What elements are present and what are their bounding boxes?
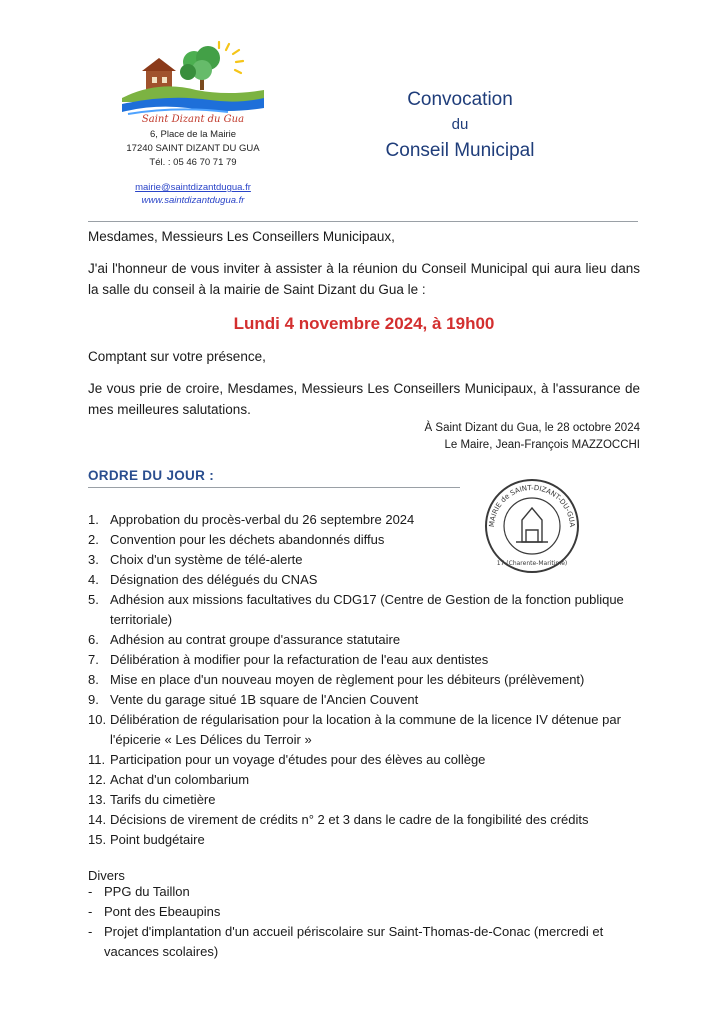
address-street: 6, Place de la Mairie <box>149 129 237 140</box>
agenda-item <box>88 790 648 810</box>
agenda-item <box>88 630 648 650</box>
agenda-item-text: Participation pour un voyage d'études pour des élèves au collège <box>110 752 486 767</box>
divers-heading: Divers <box>88 868 125 883</box>
divers-item-text: Pont des Ebeaupins <box>104 904 221 919</box>
agenda-item-text: Point budgétaire <box>110 832 205 847</box>
agenda-item <box>88 550 648 570</box>
contact-links <box>100 181 286 207</box>
salutation: Mesdames, Messieurs Les Conseillers Municipaux, <box>88 229 395 244</box>
divers-item <box>88 922 648 962</box>
closing-paragraph: Je vous prie de croire, Mesdames, Messieurs Les Conseillers Municipaux, à l'assurance de mes meilleures salutations. <box>88 381 640 417</box>
agenda-item <box>88 570 648 590</box>
mairie-address <box>100 128 286 170</box>
agenda-item <box>88 530 648 550</box>
agenda-item-number: 1. <box>88 512 99 527</box>
title-line-3: Conseil Municipal <box>385 140 535 161</box>
agenda-item-text: Achat d'un colombarium <box>110 772 250 787</box>
agenda-item-text: Délibération de régularisation pour la location à la commune de la licence IV détenue par l'épicerie « Les Délices du Terroir » <box>110 712 621 747</box>
agenda-item-text: Choix d'un système de télé-alerte <box>110 552 303 567</box>
agenda-item-number: 5. <box>88 592 99 607</box>
divers-item <box>88 902 648 922</box>
title-line-2: du <box>451 116 469 133</box>
agenda-item <box>88 710 648 750</box>
agenda-item <box>88 670 648 690</box>
agenda-item-number: 6. <box>88 632 99 647</box>
agenda-list <box>88 510 648 850</box>
intro-paragraph: J'ai l'honneur de vous inviter à assister à la réunion du Conseil Municipal qui aura lieu dans la salle du conseil à la mairie de Saint Dizant du Gua le : <box>88 261 640 297</box>
place-and-date: À Saint Dizant du Gua, le 28 octobre 2024 <box>424 422 640 434</box>
meeting-date: Lundi 4 novembre 2024, à 19h00 <box>233 314 495 333</box>
document-title <box>360 86 560 166</box>
agenda-divider <box>88 487 460 488</box>
svg-text:MAIRIE de SAINT-DIZANT-DU-GUA: MAIRIE de SAINT-DIZANT-DU-GUA <box>487 483 577 528</box>
village-logo <box>118 40 268 124</box>
agenda-item <box>88 590 648 630</box>
agenda-item-number: 15. <box>88 832 107 847</box>
agenda-item-text: Adhésion aux missions facultatives du CDG17 (Centre de Gestion de la fonction publique territoriale) <box>110 592 624 627</box>
agenda-item <box>88 690 648 710</box>
title-line-1: Convocation <box>407 89 513 110</box>
agenda-item-text: Désignation des délégués du CNAS <box>110 572 318 587</box>
agenda-item <box>88 510 648 530</box>
agenda-item-text: Convention pour les déchets abandonnés diffus <box>110 532 385 547</box>
agenda-item-number: 11. <box>88 752 106 767</box>
agenda-item-number: 2. <box>88 532 99 547</box>
agenda-item <box>88 810 648 830</box>
address-phone: Tél. : 05 46 70 71 79 <box>149 157 237 168</box>
agenda-item-number: 10. <box>88 712 107 727</box>
agenda-item-text: Approbation du procès-verbal du 26 septembre 2024 <box>110 512 415 527</box>
divers-item-dash: - <box>88 904 93 919</box>
divers-item-text: PPG du Taillon <box>104 884 190 899</box>
agenda-item <box>88 750 648 770</box>
agenda-item-number: 14. <box>88 812 107 827</box>
divers-item-dash: - <box>88 924 93 939</box>
svg-text:17 (Charente-Maritime): 17 (Charente-Maritime) <box>496 560 568 567</box>
address-city: 17240 SAINT DIZANT DU GUA <box>126 143 260 154</box>
divers-item-dash: - <box>88 884 93 899</box>
agenda-item-number: 9. <box>88 692 99 707</box>
website-link[interactable]: www.saintdizantdugua.fr <box>141 195 245 206</box>
agenda-heading: ORDRE DU JOUR : <box>88 468 215 483</box>
agenda-item-text: Décisions de virement de crédits n° 2 et 3 dans le cadre de la fongibilité des crédits <box>110 812 589 827</box>
email-link[interactable]: mairie@saintdizantdugua.fr <box>135 182 251 193</box>
presence-line: Comptant sur votre présence, <box>88 349 266 364</box>
agenda-item-text: Mise en place d'un nouveau moyen de règlement pour les débiteurs (prélèvement) <box>110 672 585 687</box>
agenda-item-text: Tarifs du cimetière <box>110 792 216 807</box>
divers-item-text: Projet d'implantation d'un accueil périscolaire sur Saint-Thomas-de-Conac (mercredi et vacances scolaires) <box>104 924 604 959</box>
agenda-item-text: Vente du garage situé 1B square de l'Ancien Couvent <box>110 692 419 707</box>
logo-name: Saint Dizant du Gua <box>141 114 245 125</box>
agenda-item-number: 8. <box>88 672 99 687</box>
divers-item <box>88 882 648 902</box>
agenda-item <box>88 830 648 850</box>
divers-list <box>88 882 648 962</box>
agenda-item-text: Délibération à modifier pour la refacturation de l'eau aux dentistes <box>110 652 489 667</box>
agenda-item-text: Adhésion au contrat groupe d'assurance statutaire <box>110 632 401 647</box>
agenda-item-number: 13. <box>88 792 107 807</box>
agenda-item-number: 3. <box>88 552 99 567</box>
header-divider <box>88 221 638 222</box>
agenda-item-number: 12. <box>88 772 107 787</box>
signatory: Le Maire, Jean-François MAZZOCCHI <box>444 439 640 451</box>
agenda-item <box>88 770 648 790</box>
agenda-item <box>88 650 648 670</box>
agenda-item-number: 7. <box>88 652 99 667</box>
agenda-item-number: 4. <box>88 572 99 587</box>
